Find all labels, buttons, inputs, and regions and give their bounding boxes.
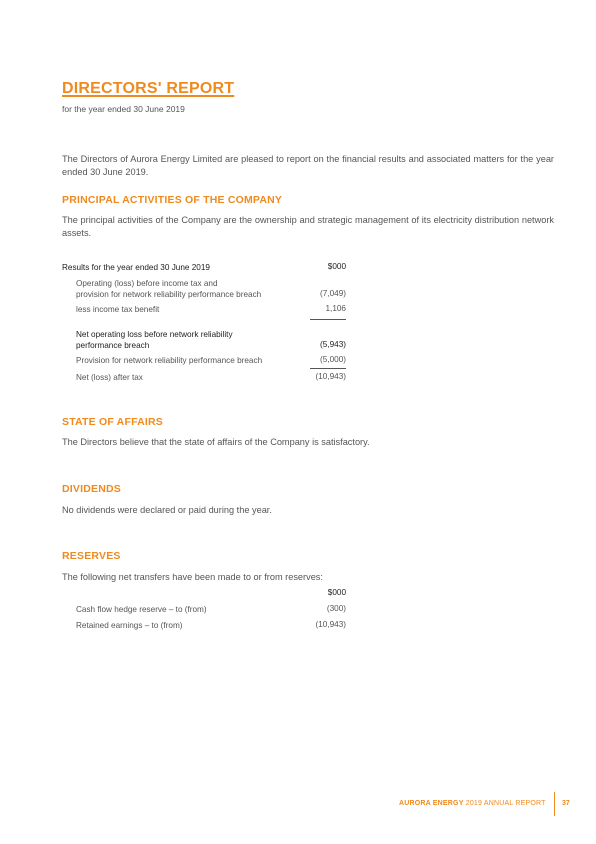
dividends-heading: DIVIDENDS — [62, 483, 121, 495]
footer-report: 2019 ANNUAL REPORT — [465, 800, 546, 807]
cashflow-hedge-value: (300) — [326, 604, 346, 613]
provision-value: (5,000) — [320, 355, 346, 364]
retained-earnings-value: (10,943) — [315, 620, 346, 629]
intro-paragraph: The Directors of Aurora Energy Limited are pleased to report on the financial results and associated matters for the year ended 30 June 2019. — [62, 154, 554, 177]
net-loss-after-tax-value: (10,943) — [315, 372, 346, 381]
net-operating-loss-label-line1: Net operating loss before network reliability — [76, 330, 233, 339]
page-subtitle: for the year ended 30 June 2019 — [62, 104, 185, 114]
reserves-unit: $000 — [327, 588, 346, 597]
state-of-affairs-heading: STATE OF AFFAIRS — [62, 416, 164, 428]
footer-report-title — [399, 800, 546, 807]
results-header-unit: $000 — [327, 262, 346, 271]
page-title: DIRECTORS' REPORT — [62, 80, 235, 97]
net-operating-loss-value: (5,943) — [320, 340, 346, 349]
operating-loss-label-line2: provision for network reliability performance breach — [76, 290, 262, 299]
principal-activities-text: The principal activities of the Company are the ownership and strategic management of its electricity distribution network assets. — [62, 215, 554, 238]
reserves-text: The following net transfers have been made to or from reserves: — [62, 572, 323, 582]
state-of-affairs-text: The Directors believe that the state of affairs of the Company is satisfactory. — [62, 437, 370, 447]
footer-divider — [554, 792, 555, 816]
income-tax-value: 1,106 — [325, 304, 346, 313]
principal-activities-heading: PRINCIPAL ACTIVITIES OF THE COMPANY — [62, 194, 283, 206]
retained-earnings-label: Retained earnings – to (from) — [76, 621, 183, 630]
total-rule — [310, 368, 346, 369]
provision-label: Provision for network reliability performance breach — [76, 356, 263, 365]
net-operating-loss-label-line2: performance breach — [76, 341, 150, 350]
net-loss-after-tax-label: Net (loss) after tax — [76, 373, 143, 382]
dividends-text: No dividends were declared or paid during the year. — [62, 505, 272, 515]
footer-brand: AURORA ENERGY — [399, 800, 464, 807]
income-tax-label: less income tax benefit — [76, 305, 160, 314]
operating-loss-label-line1: Operating (loss) before income tax and — [76, 279, 218, 288]
results-header-label: Results for the year ended 30 June 2019 — [62, 263, 210, 272]
page-number: 37 — [562, 800, 570, 807]
operating-loss-value: (7,049) — [320, 289, 346, 298]
cashflow-hedge-label: Cash flow hedge reserve – to (from) — [76, 605, 207, 614]
reserves-heading: RESERVES — [62, 550, 121, 562]
subtotal-rule — [310, 319, 346, 320]
